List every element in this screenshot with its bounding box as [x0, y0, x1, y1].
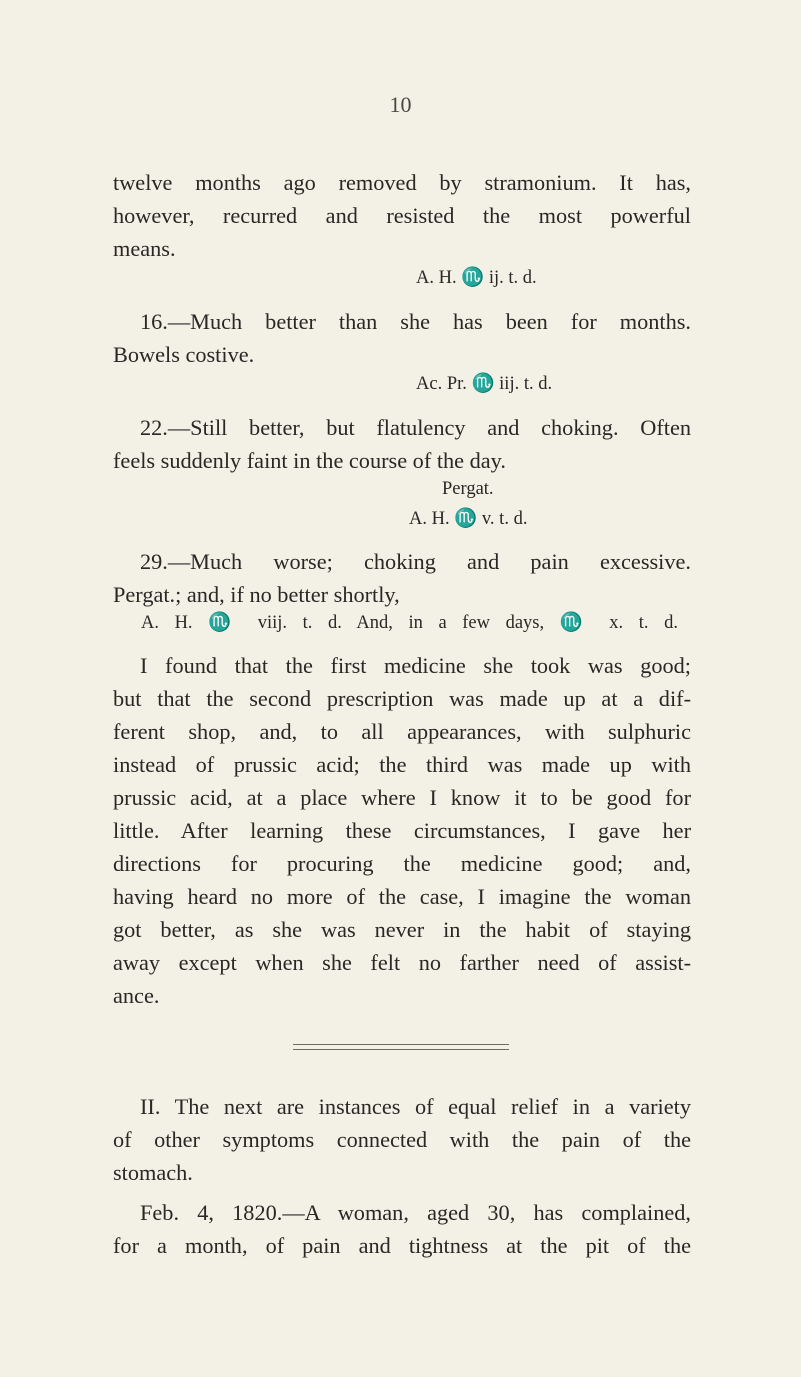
paragraph-case-feb-4: [113, 1196, 691, 1262]
section-divider: [293, 1044, 509, 1045]
text-line: Bowels costive.: [113, 342, 255, 367]
prescription-line: A. H. ♏ v. t. d.: [409, 509, 528, 529]
text-line: twelve months ago removed by stramonium. It has,: [113, 170, 691, 195]
text-line: 29.—Much worse; choking and pain excessive.: [140, 549, 691, 574]
text-line: stomach.: [113, 1160, 193, 1185]
text-line: of other symptoms connected with the pain of the: [113, 1127, 691, 1152]
text-line: II. The next are instances of equal relief in a variety: [140, 1094, 691, 1119]
text-line: Feb. 4, 1820.—A woman, aged 30, has complained,: [140, 1200, 691, 1225]
paragraph-entry-29: [113, 545, 691, 611]
paragraph-entry-22: [113, 411, 691, 477]
text-line: got better, as she was never in the habit of staying: [113, 917, 691, 942]
prescription-line: Pergat.: [442, 479, 494, 499]
paragraph-discussion: [113, 649, 691, 1012]
text-line: for a month, of pain and tightness at the pit of the: [113, 1233, 691, 1258]
text-line: feels suddenly faint in the course of the day.: [113, 448, 506, 473]
paragraph-section-ii: [113, 1090, 691, 1189]
paragraph-continuation: [113, 166, 691, 265]
prescription-line: A. H. ♏ ij. t. d.: [416, 268, 537, 288]
section-divider: [293, 1049, 509, 1050]
text-line: means.: [113, 236, 176, 261]
prescription-line: Ac. Pr. ♏ iij. t. d.: [416, 374, 553, 394]
paragraph-entry-16: [113, 305, 691, 371]
text-line: instead of prussic acid; the third was made up with: [113, 752, 691, 777]
text-line: but that the second prescription was made up at a dif-: [113, 686, 691, 711]
text-line: directions for procuring the medicine good; and,: [113, 851, 691, 876]
text-line: prussic acid, at a place where I know it to be good for: [113, 785, 691, 810]
text-line: ance.: [113, 983, 160, 1008]
text-line: ferent shop, and, to all appearances, with sulphuric: [113, 719, 691, 744]
text-line: Pergat.; and, if no better shortly,: [113, 582, 400, 607]
text-line: however, recurred and resisted the most powerful: [113, 203, 691, 228]
text-line: 16.—Much better than she has been for months.: [140, 309, 691, 334]
page-number: 10: [389, 92, 412, 117]
text-line: away except when she felt no farther need of assist-: [113, 950, 691, 975]
text-line: 22.—Still better, but flatulency and choking. Often: [140, 415, 691, 440]
text-line: little. After learning these circumstances, I gave her: [113, 818, 691, 843]
prescription-line: A. H. ♏ viij. t. d. And, in a few days, ♏ x. t. d.: [141, 613, 678, 633]
text-line: having heard no more of the case, I imagine the woman: [113, 884, 691, 909]
text-line: I found that the first medicine she took was good;: [140, 653, 691, 678]
